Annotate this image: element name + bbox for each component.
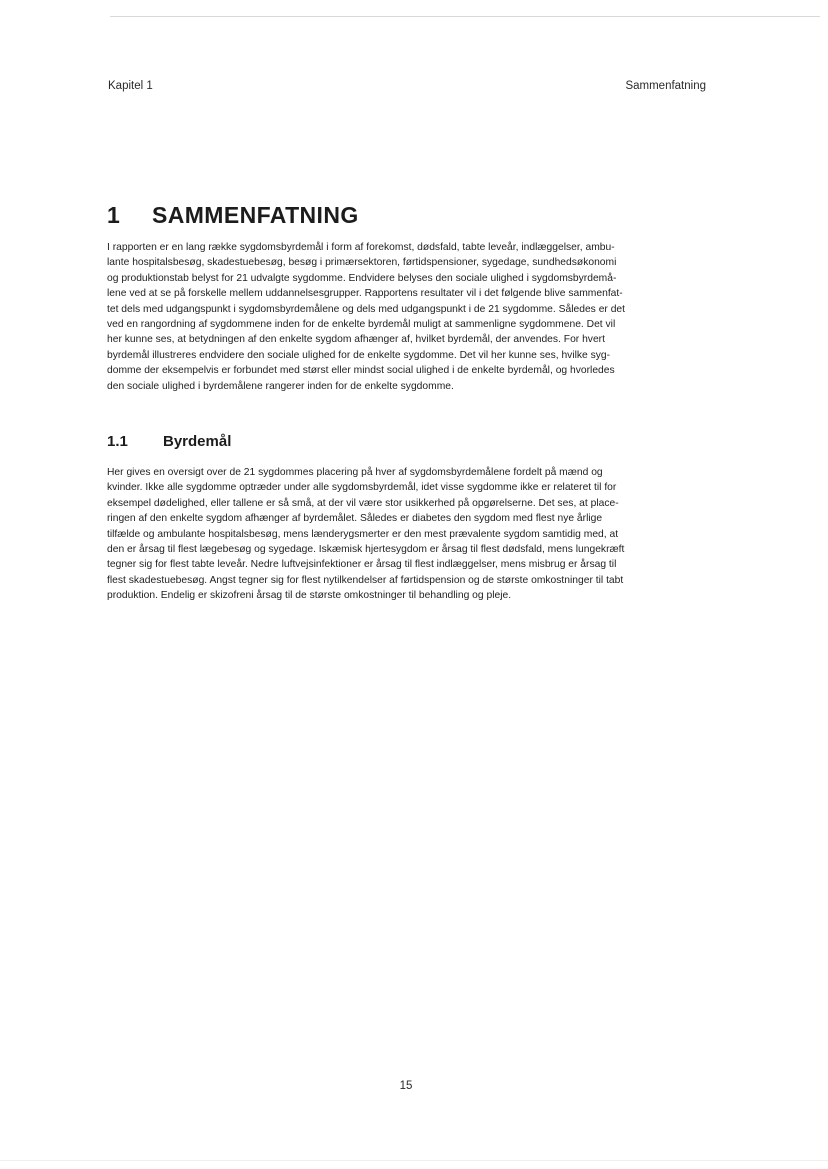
intro-line: og produktionstab belyst for 21 udvalgte sygdomme. Endvidere belyses den sociale ulighed i sygdomsbyrdemå- <box>107 272 617 284</box>
intro-line: her kunne ses, at betydningen af den enkelte sygdom afhænger af, hvilket byrdemål, der anvendes. For hvert <box>107 334 605 346</box>
intro-line: byrdemål illustreres endvidere den sociale ulighed for de enkelte sygdomme. Det vil her kunne ses, hvilke syg- <box>107 349 611 361</box>
section-line: tilfælde og ambulante hospitalsbesøg, mens lænderygsmerter er den mest prævalente sygdom samtidig med, at <box>107 528 619 540</box>
intro-line: lene ved at se på forskelle mellem uddannelsesgrupper. Rapportens resultater vil i det følgende blive sammenfat- <box>107 288 623 300</box>
section-number: 1.1 <box>107 433 128 450</box>
header-chapter-label: Kapitel 1 <box>108 80 153 92</box>
section-line: flest skadestuebesøg. Angst tegner sig for flest nytilkendelser af førtidspension og de største omkostninger til tabt <box>107 574 624 586</box>
section-title-text: Byrdemål <box>163 433 232 450</box>
section-line: Her gives en oversigt over de 21 sygdommes placering på hver af sygdomsbyrdemålene fordelt på mænd og <box>107 467 603 478</box>
section-line: ringen af den enkelte sygdom afhænger af byrdemålet. Således er diabetes den sygdom med flest nye årlige <box>107 513 603 525</box>
intro-line: I rapporten er en lang række sygdomsbyrdemål i form af forekomst, dødsfald, tabte leveår, indlæggelser, ambu- <box>107 242 615 253</box>
section-title <box>107 433 231 450</box>
intro-line: domme der eksempelvis er forbundet med størst eller mindst social ulighed i de enkelte byrdemål, og hvorledes <box>107 365 615 377</box>
chapter-number: 1 <box>107 202 121 228</box>
section-line: eksempel dødelighed, eller tallene er så små, at der vil være stor usikkerhed på opgørelserne. Det ses, at place- <box>107 497 619 509</box>
section-line: produktion. Endelig er skizofreni årsag til de største omkostninger til behandling og pleje. <box>107 590 512 602</box>
scan-artifact-top <box>110 16 820 17</box>
intro-line: den sociale ulighed i byrdemålene rangerer inden for de enkelte sygdomme. <box>107 380 454 392</box>
section-line: tegner sig for flest tabte leveår. Nedre luftvejsinfektioner er årsag til flest indlæggelser, mens misbrug er årsag til <box>107 559 617 571</box>
intro-line: tet dels med udgangspunkt i sygdomsbyrdemålene og dels med udgangspunkt i de 21 sygdomme. Således er det <box>107 303 626 315</box>
section-paragraph <box>107 465 708 604</box>
section-line: kvinder. Ikke alle sygdomme optræder under alle sygdomsbyrdemål, idet visse sygdomme ikke er relateret til for <box>107 482 617 494</box>
intro-line: ved en rangordning af sygdommene inden for de enkelte byrdemål muligt at sammenligne sygdommene. Det vil <box>107 319 616 331</box>
page-number: 15 <box>399 1080 413 1092</box>
scan-artifact-bottom <box>0 1160 828 1161</box>
running-header <box>108 80 706 92</box>
header-section-label: Sammenfatning <box>625 80 706 92</box>
chapter-title-text: SAMMENFATNING <box>152 202 359 228</box>
intro-line: lante hospitalsbesøg, skadestuebesøg, besøg i primærsektoren, førtidspensioner, sygedage, sundhedsøkonomi <box>107 257 617 269</box>
intro-paragraph <box>107 240 708 394</box>
section-line: den er årsag til flest lægebesøg og sygedage. Iskæmisk hjertesygdom er årsag til flest dødsfald, mens lungekræft <box>107 544 625 556</box>
chapter-title <box>107 202 359 229</box>
